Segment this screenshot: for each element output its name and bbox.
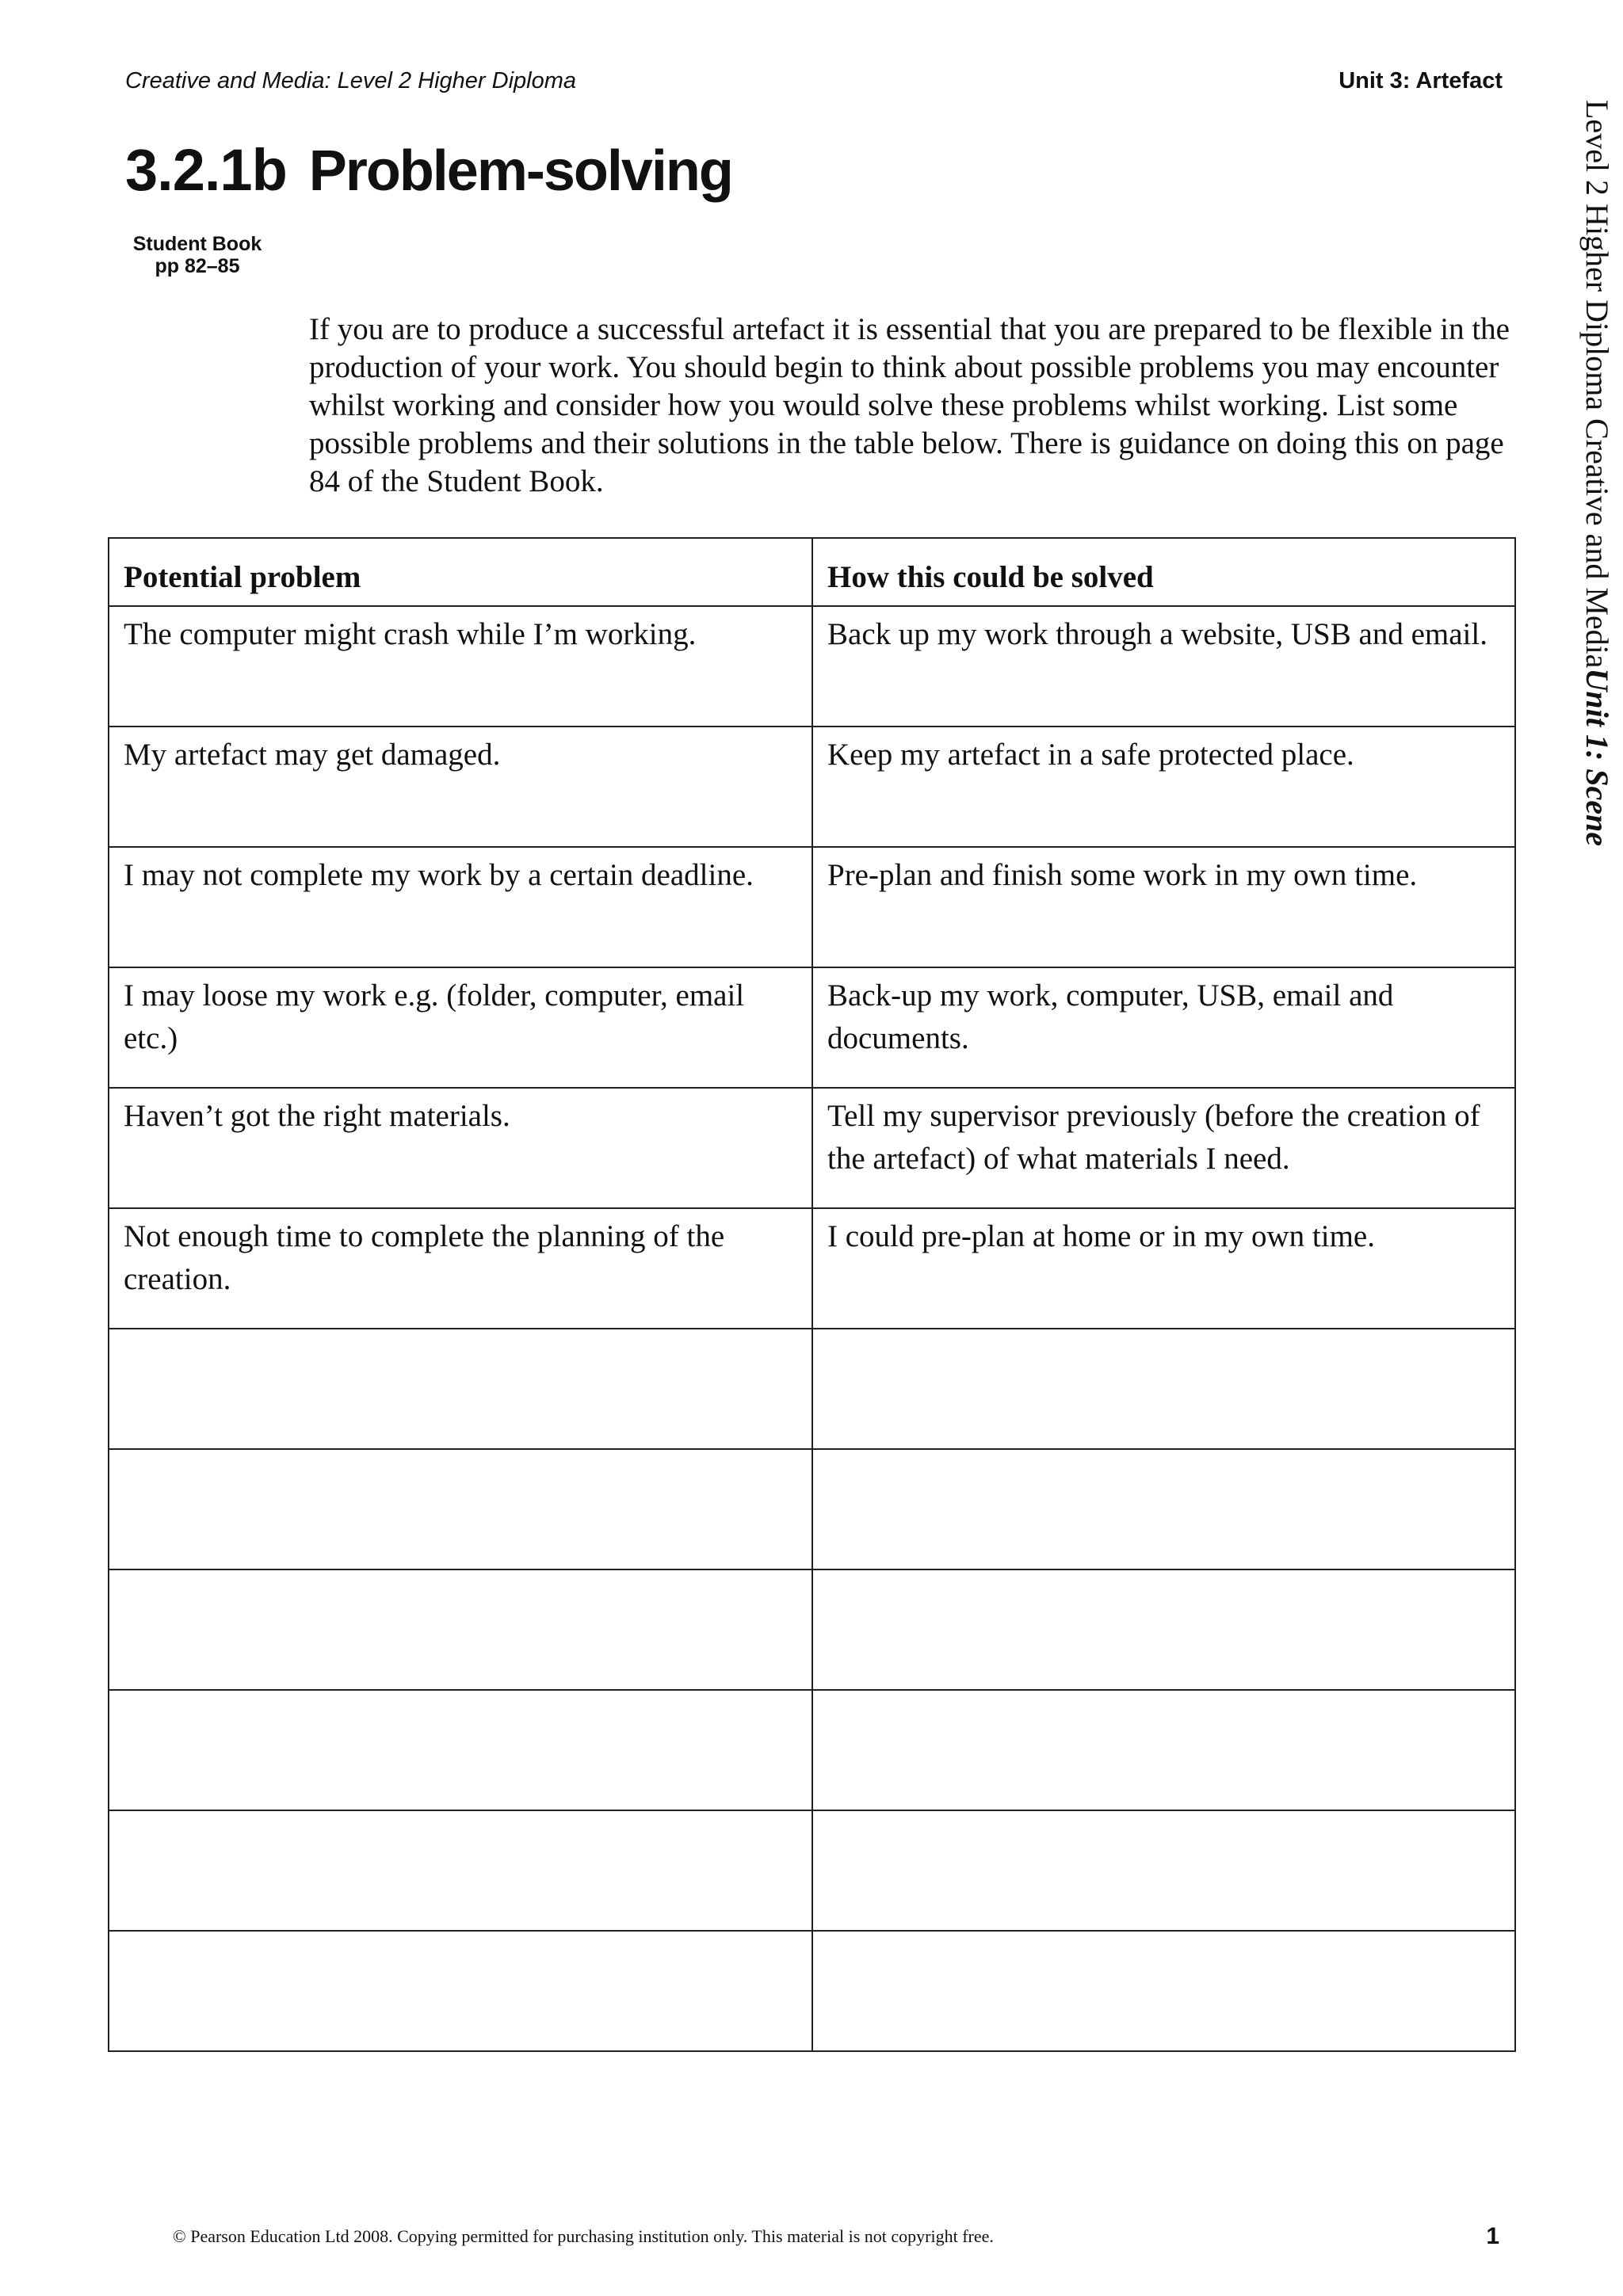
solution-cell: [812, 1810, 1515, 1931]
table-row: [109, 1690, 1515, 1810]
table-row: [109, 1449, 1515, 1569]
copyright-notice: © Pearson Education Ltd 2008. Copying permitted for purchasing institution only. This material is not copyright free.: [173, 2226, 994, 2246]
table-row: [109, 1569, 1515, 1690]
header-potential-problem: Potential problem: [109, 538, 812, 606]
table-row: [109, 1208, 1515, 1329]
problem-cell: [109, 1931, 812, 2051]
solution-cell: Back-up my work, computer, USB, email and documents.: [812, 967, 1515, 1088]
problem-cell: [109, 1569, 812, 1690]
problem-cell: Haven’t got the right materials.: [109, 1088, 812, 1208]
problem-cell: My artefact may get damaged.: [109, 727, 812, 847]
table-row: [109, 606, 1515, 727]
table-row: [109, 1088, 1515, 1208]
solution-cell: Tell my supervisor previously (before the creation of the artefact) of what materials I need.: [812, 1088, 1515, 1208]
solution-cell: [812, 1931, 1515, 2051]
solution-cell: Back up my work through a website, USB and email.: [812, 606, 1515, 727]
page-number: 1: [1486, 2223, 1499, 2249]
solution-cell: [812, 1690, 1515, 1810]
solution-cell: [812, 1329, 1515, 1449]
table-row: [109, 1931, 1515, 2051]
table-header-row: [109, 538, 1515, 606]
table-row: [109, 1810, 1515, 1931]
header-course: Creative and Media: Level 2 Higher Diploma: [125, 68, 577, 93]
student-book-reference: [122, 233, 273, 277]
table-row: [109, 967, 1515, 1088]
title-number: 3.2.1b: [125, 137, 287, 203]
problem-cell: [109, 1690, 812, 1810]
intro-paragraph: If you are to produce a successful artefact it is essential that you are prepared to be flexible in the production of your work. You should begin to think about possible problems you may encounter whilst working and consider how you would solve these problems whilst working. List some possible problems and their solutions in the table below. There is guidance on doing this on page 84 of the Student Book.: [309, 312, 1510, 498]
header-unit: Unit 3: Artefact: [1338, 68, 1503, 93]
problem-cell: The computer might crash while I’m working.: [109, 606, 812, 727]
side-unit: Unit 1: Scene: [1579, 668, 1615, 846]
problem-cell: [109, 1329, 812, 1449]
side-title: Level 2 Higher Diploma Creative and Media: [1579, 100, 1615, 669]
solution-cell: [812, 1449, 1515, 1569]
solution-cell: Keep my artefact in a safe protected place.: [812, 727, 1515, 847]
title-name: Problem-solving: [308, 139, 732, 203]
table-row: [109, 727, 1515, 847]
table-row: [109, 1329, 1515, 1449]
problem-cell: I may not complete my work by a certain deadline.: [109, 847, 812, 967]
problem-cell: Not enough time to complete the planning of the creation.: [109, 1208, 812, 1329]
solution-cell: Pre-plan and finish some work in my own time.: [812, 847, 1515, 967]
reference-line-1: Student Book: [132, 233, 262, 255]
page-title: [125, 136, 732, 204]
reference-line-2: pp 82–85: [155, 255, 240, 277]
solution-cell: I could pre-plan at home or in my own time.: [812, 1208, 1515, 1329]
header-solution: How this could be solved: [812, 538, 1515, 606]
problem-cell: I may loose my work e.g. (folder, computer, email etc.): [109, 967, 812, 1088]
table-row: [109, 847, 1515, 967]
solution-cell: [812, 1569, 1515, 1690]
problem-cell: [109, 1449, 812, 1569]
side-running-title: [1579, 100, 1616, 846]
problems-table: [108, 537, 1516, 2052]
problem-cell: [109, 1810, 812, 1931]
